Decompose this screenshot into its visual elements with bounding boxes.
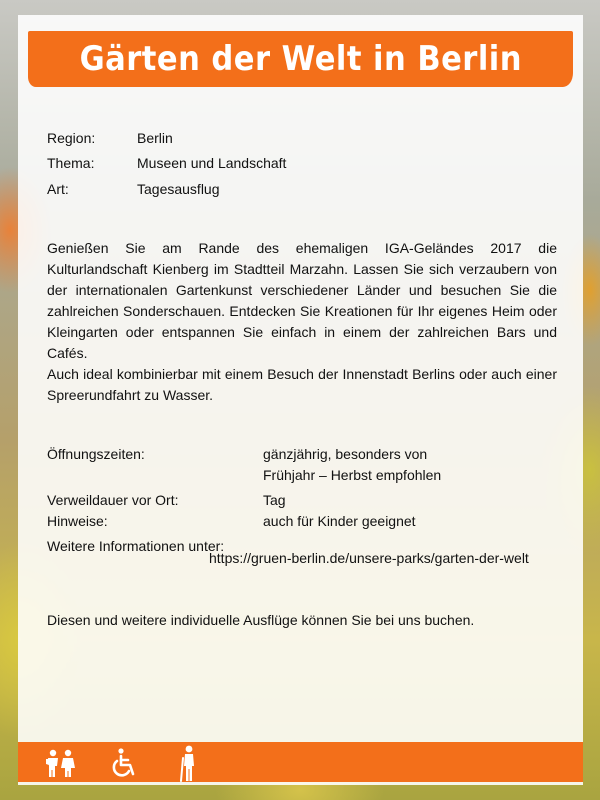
- info-label: Hinweise:: [47, 513, 108, 529]
- meta-label: Thema:: [47, 155, 95, 172]
- opening-line-2: Frühjahr – Herbst empfohlen: [263, 467, 442, 483]
- meta-value: Berlin: [137, 129, 173, 146]
- meta-value: Tagesausflug: [137, 180, 220, 197]
- description-paragraph: Auch ideal kombinierbar mit einem Besuch der Innenstadt Berlins oder auch einer Spreerundfahrt zu Wasser.: [47, 366, 557, 403]
- info-value: [263, 444, 441, 486]
- children-icon: [44, 744, 78, 780]
- info-row-notes: [47, 511, 441, 532]
- title-banner: [28, 31, 573, 87]
- meta-label: Region:: [47, 129, 96, 146]
- info-value: auch für Kinder geeignet: [263, 513, 416, 529]
- description: [47, 238, 557, 406]
- page-title: Gärten der Welt in Berlin: [79, 39, 522, 79]
- description-paragraph: Genießen Sie am Rande des ehemaligen IGA-Geländes 2017 die Kulturlandschaft Kienberg im Stadtteil Marzahn. Lassen Sie sich verzaubern von der internationalen Gartenkunst verschiedener Länder und besuchen Sie die zahlreichen Sonderschauen. Entdecken Sie Kreationen für Ihr eigenes Heim oder Kleingarten oder entspannen Sie einfach in einem der zahlreichen Bars und Cafés.: [47, 240, 557, 361]
- info-row-opening: [47, 444, 441, 486]
- info-label: Öffnungszeiten:: [47, 446, 145, 462]
- senior-icon: [176, 744, 202, 782]
- meta-row-region: [47, 125, 286, 151]
- info-label: Verweildauer vor Ort:: [47, 492, 179, 508]
- info-row-duration: [47, 490, 441, 511]
- more-info-label: Weitere Informationen unter:: [47, 538, 225, 554]
- info-value: Tag: [263, 492, 286, 508]
- opening-line-1: gänzjährig, besonders von: [263, 446, 428, 462]
- booking-note: Diesen und weitere individuelle Ausflüge können Sie bei uns buchen.: [47, 612, 475, 628]
- meta-list: [47, 125, 286, 202]
- meta-row-type: [47, 176, 286, 202]
- wheelchair-icon: [108, 744, 140, 780]
- more-info-link[interactable]: https://gruen-berlin.de/unsere-parks/garten-der-welt: [209, 550, 529, 566]
- footer-bar: [18, 742, 583, 782]
- meta-value: Museen und Landschaft: [137, 155, 287, 172]
- info-block: [47, 444, 441, 557]
- meta-row-theme: [47, 151, 286, 177]
- meta-label: Art:: [47, 180, 69, 197]
